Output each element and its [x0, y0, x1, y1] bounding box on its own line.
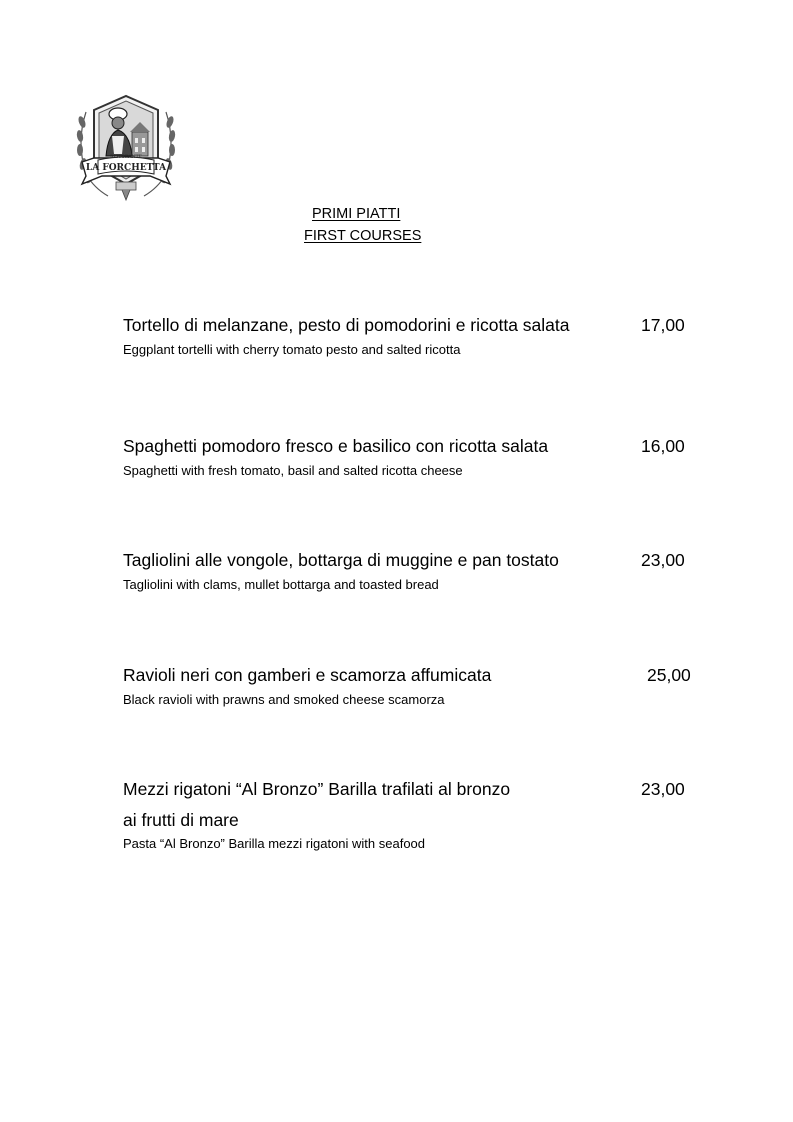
section-title-italian: PRIMI PIATTI	[312, 206, 401, 222]
dish-price: 23,00	[641, 550, 685, 570]
dish-name-english: Spaghetti with fresh tomato, basil and salted ricotta cheese	[123, 463, 463, 478]
dish-name-italian-continued: ai frutti di mare	[123, 810, 239, 830]
dish-name-english: Tagliolini with clams, mullet bottarga and toasted bread	[123, 577, 439, 592]
dish-name-italian: Tagliolini alle vongole, bottarga di muggine e pan tostato	[123, 550, 559, 570]
dish-price: 16,00	[641, 436, 685, 456]
dish-name-english: Black ravioli with prawns and smoked cheese scamorza	[123, 692, 445, 707]
dish-price: 25,00	[647, 665, 691, 685]
chef-logo-icon	[72, 92, 180, 204]
menu-item	[123, 778, 723, 852]
section-title-english: FIRST COURSES	[304, 228, 422, 244]
dish-name-english: Pasta “Al Bronzo” Barilla mezzi rigatoni with seafood	[123, 836, 426, 851]
dish-name-italian: Spaghetti pomodoro fresco e basilico con ricotta salata	[123, 436, 549, 456]
dish-name-italian: Tortello di melanzane, pesto di pomodorini e ricotta salata	[123, 315, 570, 335]
menu-item	[123, 314, 723, 358]
dish-price: 17,00	[641, 315, 685, 335]
restaurant-logo	[72, 92, 180, 204]
dish-name-italian: Mezzi rigatoni “Al Bronzo” Barilla trafilati al bronzo	[123, 779, 511, 799]
dish-name-italian: Ravioli neri con gamberi e scamorza affumicata	[123, 665, 492, 685]
svg-text:RISTORANTE: RISTORANTE	[110, 155, 142, 160]
dish-price: 23,00	[641, 779, 685, 799]
dish-name-english: Eggplant tortelli with cherry tomato pesto and salted ricotta	[123, 342, 461, 357]
svg-text:LA FORCHETTA: LA FORCHETTA	[85, 163, 167, 173]
menu-item	[123, 435, 723, 479]
menu-item	[123, 549, 723, 593]
menu-item	[123, 664, 723, 708]
